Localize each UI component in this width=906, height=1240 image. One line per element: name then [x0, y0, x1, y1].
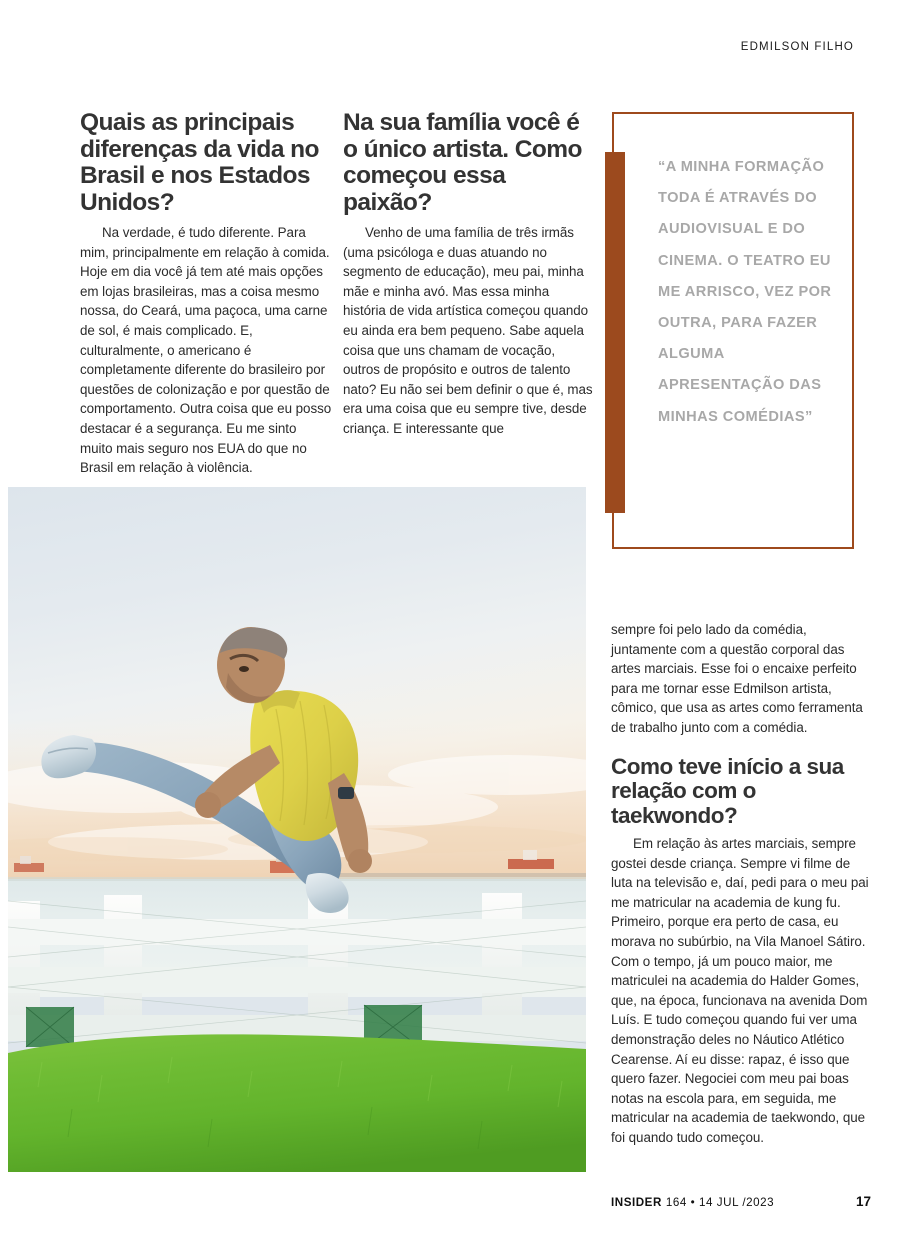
text-column-2 — [343, 110, 595, 439]
text-column-1 — [80, 110, 332, 478]
pull-quote-text: “A MINHA FORMAÇÃO TODA É ATRAVÉS DO AUDIOVISUAL E DO CINEMA. O TEATRO EU ME ARRISCO, VEZ POR OUTRA, PARA FAZER ALGUMA APRESENTAÇÃO DAS MINHAS COMÉDIAS” — [658, 159, 832, 425]
feature-photograph — [8, 487, 586, 1172]
question-heading-2: Na sua família você é o único artista. Como começou essa paixão? — [343, 109, 582, 216]
footer-page-number: 17 — [855, 1194, 871, 1209]
body-paragraph-4: Em relação às artes marciais, sempre gostei desde criança. Sempre vi filme de luta na televisão e, daí, pedi para o meu pai me matricular na academia de kung fu. Primeiro, porque era perto de casa, eu morava no subúrbio, na Vila Manoel Sátiro. Com o tempo, já um pouco maior, me matriculei na academia do Halder Gomes, que, na época, funcionava na avenida Dom Luís. E tudo começou quando fui ver uma demonstração deles no Náutico Atlético Cearense. Aí eu disse: rapaz, é isso que quero fazer. Negociei com meu pai boas notas na escola para, em seguida, me matricular na academia de taekwondo, que foi quando tudo começou. — [611, 836, 869, 1145]
page-footer — [611, 1194, 871, 1209]
body-paragraph-2: Venho de uma família de três irmãs (uma psicóloga e duas atuando no segmento de educação), meu pai, minha mãe e minha avó. Mas essa minha história de vida artística começou quando eu ainda era bem pequeno. Sabe aquela coisa que uns chamam de vocação, outros de propósito e outros de talento nato? Eu não sei bem definir o que é, mas era uma coisa que eu sempre tive, desde criança. E interessante que — [343, 225, 593, 436]
text-column-3 — [611, 620, 869, 1148]
footer-brand: INSIDER — [611, 1196, 662, 1209]
pull-quote-accent-bar — [605, 152, 625, 513]
body-paragraph-3-continued: sempre foi pelo lado da comédia, juntamente com a questão corporal das artes marciais. Esse foi o encaixe perfeito para me tornar esse Edmilson artista, cômico, que usa as artes como ferramenta de trabalho junto com a comédia. — [611, 622, 863, 735]
footer-issue: 164 • 14 JUL /2023 — [665, 1196, 775, 1209]
question-heading-1: Quais as principais diferenças da vida no Brasil e nos Estados Unidos? — [80, 109, 319, 216]
running-head: EDMILSON FILHO — [740, 41, 854, 53]
photo-illustration — [8, 487, 586, 1172]
question-heading-3: Como teve início a sua relação com o taekwondo? — [611, 753, 844, 828]
body-paragraph-1: Na verdade, é tudo diferente. Para mim, principalmente em relação à comida. Hoje em dia você já tem até mais opções em lojas brasileiras, mas a coisa mesmo nossa, do Ceará, uma paçoca, uma carne de sol, é mais complicado. E, culturalmente, o americano é completamente diferente do brasileiro por questões de colonização e por questão de comportamento. Outra coisa que eu posso destacar é a segurança. Eu me sinto muito mais seguro nos EUA do que no Brasil em relação à violência. — [80, 225, 332, 476]
